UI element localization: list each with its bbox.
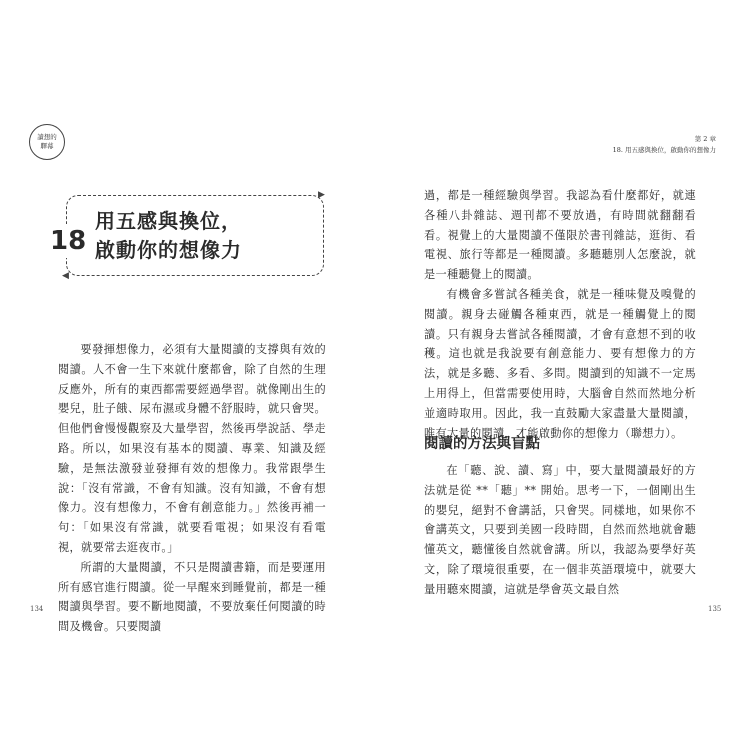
page-number-right: 135 (708, 605, 722, 613)
running-head-title: 18. 用五感與換位，啟動你的想像力 (612, 146, 716, 154)
badge-line-2: 驛幕 (40, 142, 54, 150)
section-number: 18 (50, 226, 87, 256)
badge-line-1: 讀想的 (37, 133, 57, 141)
page-number-left: 134 (30, 605, 44, 613)
left-body-text (58, 340, 326, 637)
paragraph: 過，都是一種經驗與學習。我認為看什麼都好，就連各種八卦雜誌、週刊都不要放過，有時間就翻翻看看。視覺上的大量閱讀不僅限於書刊雜誌，逛街、看電視、旅行等都是一種閱讀。多聽聽別人怎麼說，就是一種聽覺上的閱讀。 (424, 189, 696, 282)
subheading: 閱讀的方法與盲點 (424, 436, 540, 452)
paragraph: 所謂的大量閱讀，不只是閱讀書籍，而是要運用所有感官進行閱讀。從一早醒來到睡覺前，都是一種閱讀與學習。要不斷地閱讀，不要放棄任何閱讀的時間及機會。只要閱讀 (58, 560, 326, 634)
running-head (613, 134, 716, 156)
paragraph: 在「聽、說、讀、寫」中，要大量閱讀最好的方法就是從 **「聽」** 開始。思考一下，一個剛出生的嬰兒，絕對不會講話，只會哭。同樣地，如果你不會講英文，只要到美國一段時間，自然而然地就會聽懂英文，聽懂後自然就會講。所以，我認為要學好英文，除了環境很重要，在一個非英語環境中，就要大量用聽來閱讀，這就是學會英文最自然 (424, 464, 696, 596)
right-body-text-bottom (424, 461, 696, 600)
arrow-left-icon: ◀ (62, 271, 69, 281)
book-title-badge (29, 124, 65, 160)
section-title-line-2: 啟動你的想像力 (95, 238, 242, 262)
paragraph: 要發揮想像力，必須有大量閱讀的支撐與有效的閱讀。人不會一生下來就什麼都會，除了自然的生理反應外，所有的東西都需要經過學習。就像剛出生的嬰兒，肚子餓、尿布濕或身體不舒服時，就只會哭。但他們會慢慢觀察及大量學習，然後再學說話、學走路。所以，如果沒有基本的閱讀、專業、知識及經驗，是無法激發並發揮有效的想像力。我常跟學生說：「沒有常識，不會有知識。沒有知識，不會有想像力。沒有想像力，不會有創意能力。」然後再補一句：「如果沒有常識，就要看電視；如果沒有看電視，就要常去逛夜市。」 (58, 343, 326, 554)
right-body-text-top (424, 186, 696, 443)
section-title (95, 207, 242, 265)
arrow-right-icon: ▶ (318, 190, 325, 200)
section-title-line-1: 用五感與換位， (95, 209, 242, 233)
running-head-chapter: 第 2 章 (694, 135, 716, 143)
paragraph: 有機會多嘗試各種美食，就是一種味覺及嗅覺的閱讀。親身去碰觸各種東西，就是一種觸覺上的閱讀。只有親身去嘗試各種閱讀，才會有意想不到的收穫。這也就是我說要有創意能力、要有想像力的方法，就是多聽、多看、多問。閱讀到的知識不一定馬上用得上，但當需要使用時，大腦會自然而然地分析並適時取用。因此，我一直鼓勵大家盡量大量閱讀，唯有大量的閱讀，才能啟動你的想像力（聯想力）。 (424, 287, 696, 440)
